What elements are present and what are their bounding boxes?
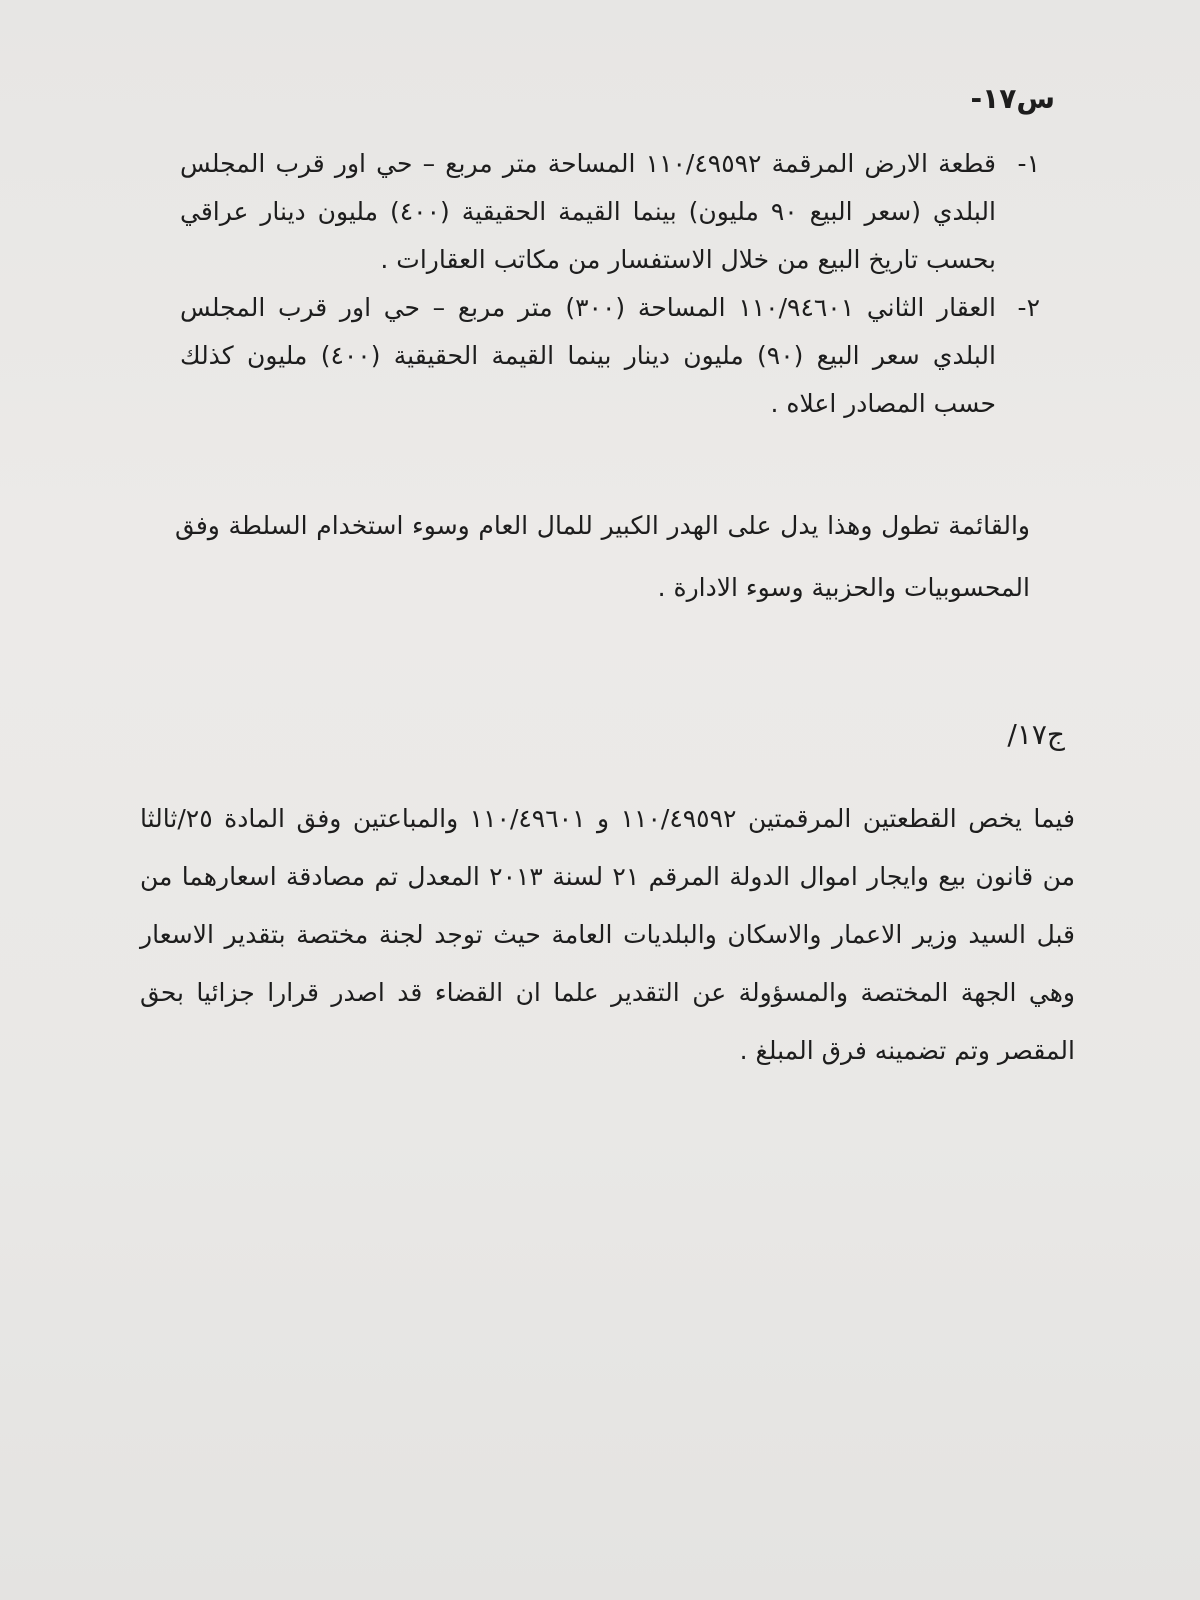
question-items-list <box>180 140 1040 428</box>
question-item-text: العقار الثاني ١١٠/٩٤٦٠١ المساحة (٣٠٠) متر مربع – حي اور قرب المجلس البلدي سعر البيع (٩٠) مليون دينار بينما القيمة الحقيقية (٤٠٠) مليون كذلك حسب المصادر اعلاه . <box>180 293 996 418</box>
question-item-number: ١- <box>1017 149 1040 178</box>
question-conclusion: والقائمة تطول وهذا يدل على الهدر الكبير للمال العام وسوء استخدام السلطة وفق المحسوبيات والحزبية وسوء الادارة . <box>175 511 1030 602</box>
answer-body: فيما يخص القطعتين المرقمتين ١١٠/٤٩٥٩٢ و ١١٠/٤٩٦٠١ والمباعتين وفق المادة ٢٥/ثالثا من قانون بيع وايجار اموال الدولة المرقم ٢١ لسنة ٢٠١٣ المعدل تم مصادقة اسعارهما من قبل السيد وزير الاعمار والاسكان والبلديات العامة حيث توجد لجنة مختصة بتقدير الاسعار وهي الجهة المختصة والمسؤولة عن التقدير علما ان القضاء قد اصدر قرارا جزائيا بحق المقصر وتم تضمينه فرق المبلغ . <box>140 804 1075 1065</box>
question-item <box>180 284 1040 428</box>
answer-number: ج١٧/ <box>1007 718 1065 751</box>
question-number: س١٧- <box>970 82 1055 115</box>
question-item-number: ٢- <box>1017 293 1040 322</box>
question-item-text: قطعة الارض المرقمة ١١٠/٤٩٥٩٢ المساحة متر مربع – حي اور قرب المجلس البلدي (سعر البيع ٩٠ مليون) بينما القيمة الحقيقية (٤٠٠) مليون دينار عراقي بحسب تاريخ البيع من خلال الاستفسار من مكاتب العقارات . <box>180 149 996 274</box>
question-item <box>180 140 1040 284</box>
